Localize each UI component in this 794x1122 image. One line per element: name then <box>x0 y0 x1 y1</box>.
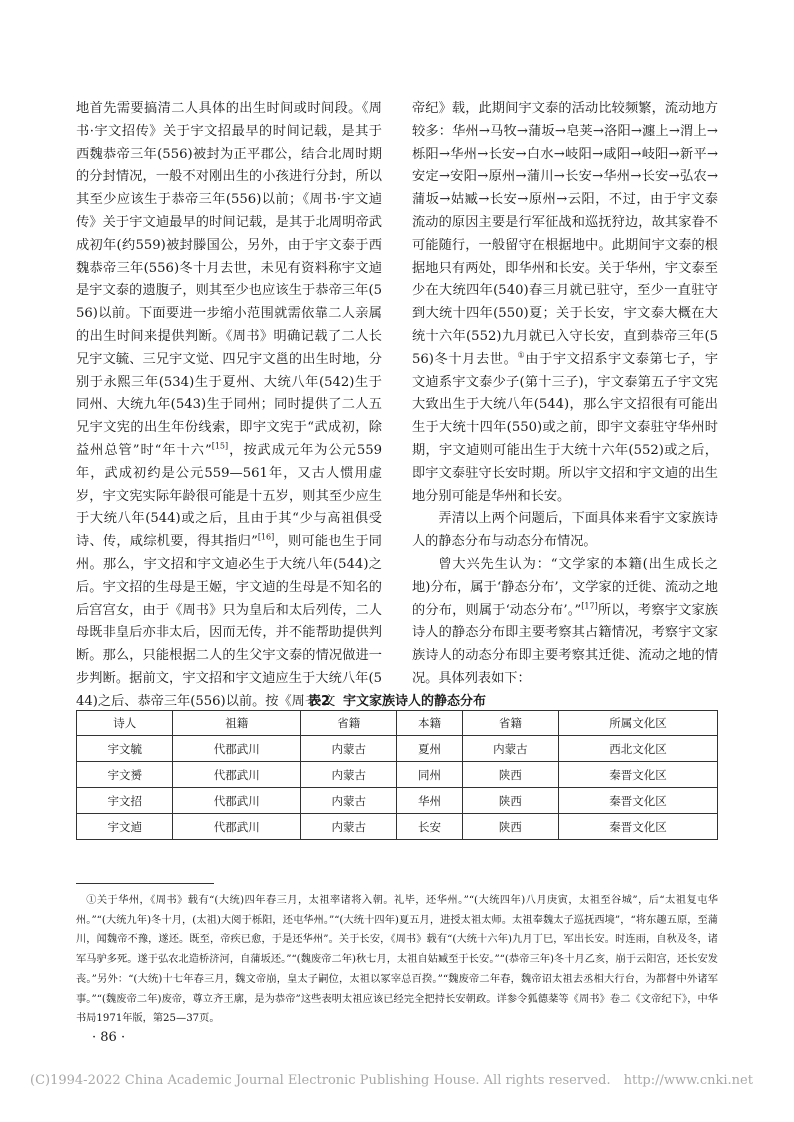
table-cell: 代郡武川 <box>173 762 301 788</box>
table-row <box>77 814 718 840</box>
right-paragraph-3 <box>412 554 718 691</box>
table-cell: 陕西 <box>462 814 558 840</box>
table-cell: 秦晋文化区 <box>559 762 718 788</box>
table-cell: 代郡武川 <box>173 814 301 840</box>
table-cell: 长安 <box>397 814 462 840</box>
right-text-4: 所以，考察宇文家族诗人的静态分布即主要考察其占籍情况，考察宇文家族诗人的动态分布即主要考察其迁徙、流动之地的情况。具体列表如下： <box>412 602 718 686</box>
right-text-3: 曾大兴先生认为：“文学家的本籍(出生成长之地)分布，属于‘静态分布’，文学家的迁徙、流动之地的分布，则属于‘动态分布’。” <box>412 556 718 618</box>
table-cell: 宇文招 <box>77 788 173 814</box>
header-cell: 所属文化区 <box>559 711 718 736</box>
citation-17: [17] <box>581 601 598 611</box>
table-cell: 同州 <box>397 762 462 788</box>
table-cell: 内蒙古 <box>301 762 397 788</box>
copyright-notice: (C)1994-2022 China Academic Journal Electronic Publishing House. All rights reserved. http://www.cnki.net <box>30 1073 753 1088</box>
table-cell: 西北文化区 <box>559 736 718 762</box>
left-text-2: ，按武成元年为公元559年，武成初约是公元559—561年，又古人惯用虚岁，宇文宪实际年龄很可能是十五岁，则其至少应生于大统八年(544)或之后，且由于其“少与高祖俱受诗、传，咸综机要，得其指归” <box>76 442 382 550</box>
table-cell: 秦晋文化区 <box>559 814 718 840</box>
table-cell: 宇文赟 <box>77 762 173 788</box>
left-paragraph <box>76 98 382 714</box>
footnote-divider <box>76 883 214 884</box>
table-cell: 宇文毓 <box>77 736 173 762</box>
table-cell: 内蒙古 <box>301 788 397 814</box>
table-cell: 陕西 <box>462 788 558 814</box>
table-header-row <box>77 711 718 736</box>
table-cell: 代郡武川 <box>173 736 301 762</box>
footnote: ①关于华州，《周书》载有“(大统)四年春三月，太祖率诸将入朝。礼毕，还华州。”“(大统四年)八月庚寅，太祖至谷城”，后“太祖复屯华州。”“(大统九年)冬十月，(太祖)大阅于栎阳，还屯华州。”“(大统十四年)夏五月，进授太祖太师。太祖奉魏太子巡抚西境”，“将东趣五原，至蒲川，闻魏帝不豫，遂还。既至，帝疾已愈，于是还华州”。关于长安，《周书》载有“(大统十六年)九月丁巳，军出长安。时连雨，自秋及冬，诸军马驴多死。遂于弘农北造桥济河，自蒲坂还。”“(魏废帝二年)秋七月，太祖自姑臧至于长安。”“(恭帝三年)冬十月乙亥，崩于云阳宫，还长安发丧。”另外：“(大统)十七年春三月，魏文帝崩，皇太子嗣位，太祖以冢宰总百揆。”“魏废帝二年春，魏帝诏太祖去丞相大行台，为都督中外诸军事。”“(魏废帝二年)废帝，尊立齐王廓，是为恭帝”这些表明太祖应该已经完全把持长安朝政。详参令狐德棻等《周书》卷二《文帝纪下》，中华书局1971年版，第25—37页。 <box>76 895 718 1025</box>
footnote-marker: ① <box>517 350 526 360</box>
right-paragraph-2: 弄清以上两个问题后，下面具体来看宇文家族诗人的静态分布与动态分布情况。 <box>412 511 718 550</box>
header-cell: 本籍 <box>397 711 462 736</box>
table-row <box>77 762 718 788</box>
right-column <box>412 98 718 691</box>
table-cell: 陕西 <box>462 762 558 788</box>
table-caption: 表2 宇文家族诗人的静态分布 <box>307 694 487 709</box>
table-cell: 内蒙古 <box>301 736 397 762</box>
table-row <box>77 736 718 762</box>
citation-15: [15] <box>211 441 229 451</box>
right-paragraph-1 <box>412 98 718 508</box>
table-cell: 代郡武川 <box>173 788 301 814</box>
table-row <box>77 788 718 814</box>
table-cell: 秦晋文化区 <box>559 788 718 814</box>
page-number: · 86 · <box>92 1030 126 1045</box>
header-cell: 省籍 <box>462 711 558 736</box>
table-cell: 夏州 <box>397 736 462 762</box>
table-cell: 华州 <box>397 788 462 814</box>
right-text-1: 帝纪》载，此期间宇文泰的活动比较频繁，流动地方较多：华州→马牧→蒲坂→皂荚→洛阳→瀍上→渭上→栎阳→华州→长安→白水→岐阳→咸阳→岐阳→新平→安定→安阳→原州→蒲川→长安→华州→长安→弘农→蒲坂→姑臧→长安→原州→云阳，不过，由于宇文泰流动的原因主要是行军征战和巡抚狩边，故其家眷不可能随行，一般留守在根据地中。此期间宇文泰的根据地只有两处，即华州和长安。关于华州，宇文泰至少在大统四年(540)春三月就已驻守，至少一直驻守到大统十四年(550)夏；关于长安，宇文泰大概在大统十六年(552)九月就已入守长安，直到恭帝三年(556)冬十月去世。 <box>412 101 718 367</box>
poet-distribution-table <box>76 710 718 840</box>
left-column <box>76 98 382 714</box>
citation-16: [16] <box>257 532 275 542</box>
table-cell: 宇文逌 <box>77 814 173 840</box>
table-cell: 内蒙古 <box>462 736 558 762</box>
left-text-1: 地首先需要搞清二人具体的出生时间或时间段。《周书·宇文招传》关于宇文招最早的时间记载，是其于西魏恭帝三年(556)被封为正平郡公，结合北周时期的分封情况，一般不对刚出生的小孩进行分封，所以其至少应该生于恭帝三年(556)以前；《周书·宇文逌传》关于宇文逌最早的时间记载，是其于北周明帝武成初年(约559)被封滕国公，另外，由于宇文泰于西魏恭帝三年(556)冬十月去世，未见有资料称宇文逌是宇文泰的遗腹子，则其至少也应该生于恭帝三年(556)以前。下面要进一步缩小范围就需依靠二人亲属的出生时间来提供判断。《周书》明确记载了二人长兄宇文毓、三兄宇文觉、四兄宇文邕的出生时地，分别于永熙三年(534)生于夏州、大统八年(542)生于同州、大统九年(543)生于同州；同时提供了二人五兄宇文宪的出生年份线索，即宇文宪于“武成初，除益州总管”时“年十六” <box>76 101 382 458</box>
table-cell: 内蒙古 <box>301 814 397 840</box>
right-text-2: 由于宇文招系宇文泰第七子，宇文逌系宇文泰少子(第十三子)，宇文泰第五子宇文宪大致出生于大统八年(544)，那么宇文招很有可能出生于大统十四年(550)或之前，即宇文泰驻守华州时期，宇文逌则可能出生于大统十六年(552)或之后，即宇文泰驻守长安时期。所以宇文招和宇文逌的出生地分别可能是华州和长安。 <box>412 351 719 504</box>
left-text-3: ，则可能也生于同州。那么，宇文招和宇文逌必生于大统八年(544)之后。宇文招的生母是王姬，宇文逌的生母是不知名的后宫宫女，由于《周书》只为皇后和太后列传，二人母既非皇后亦非太后，因而无传，并不能帮助提供判断。那么，只能根据二人的生父宇文泰的情况做进一步判断。据前文，宇文招和宇文逌应生于大统八年(544)之后、恭帝三年(556)以前。按《周书·文 <box>76 534 382 709</box>
header-cell: 祖籍 <box>173 711 301 736</box>
header-cell: 省籍 <box>301 711 397 736</box>
header-cell: 诗人 <box>77 711 173 736</box>
